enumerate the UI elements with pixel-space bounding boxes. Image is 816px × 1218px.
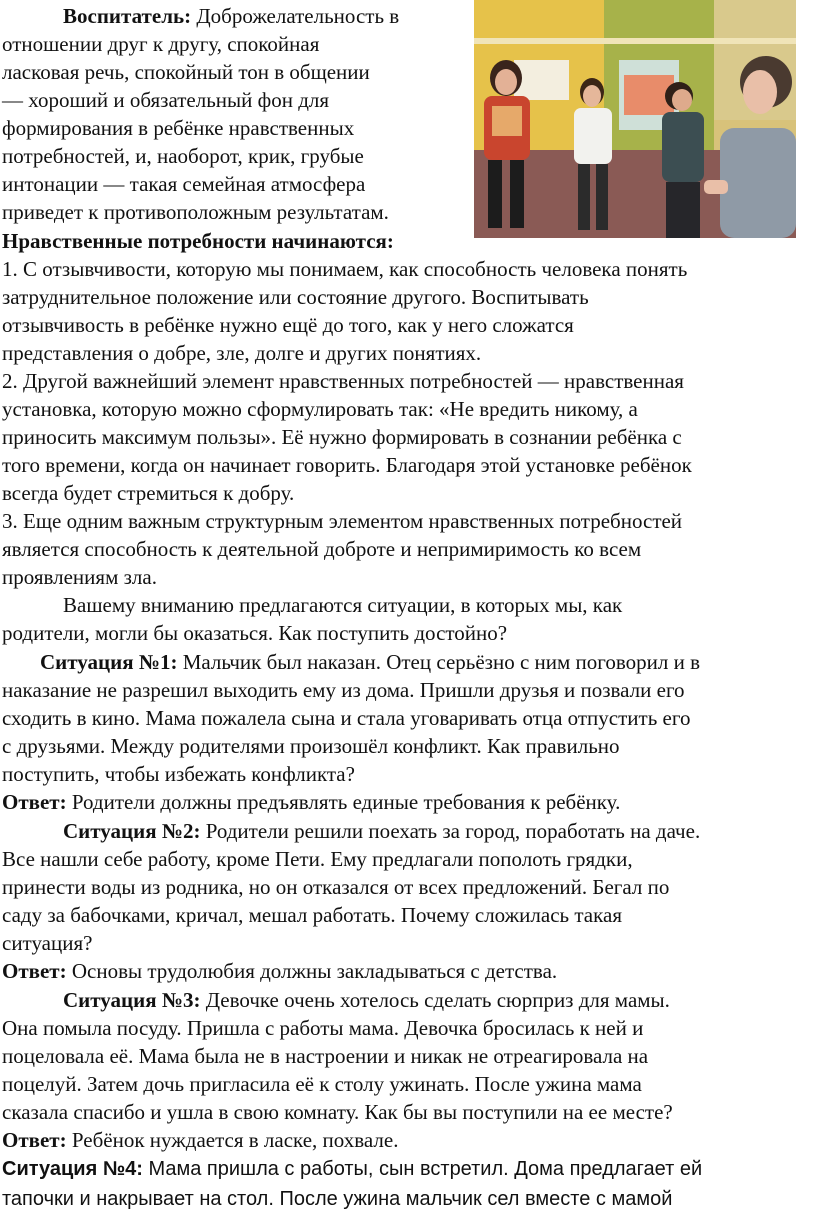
situation-4-text: Мама пришла с работы, сын встретил. Дома предлагает ей	[142, 1158, 703, 1180]
intro-line: отношении друг к другу, спокойная	[2, 32, 320, 56]
situation-3-answer	[2, 1126, 814, 1154]
situation-3-line-1	[2, 986, 814, 1014]
intro-line: потребностей, и, наоборот, крик, грубые	[2, 144, 364, 168]
intro-line-1	[2, 2, 462, 30]
needs-line: всегда будет стремиться к добру.	[2, 481, 295, 505]
situation-1-label: Ситуация №1:	[40, 650, 178, 674]
situation-3-line: поцелуй. Затем дочь пригласила её к столу ужинать. После ужина мама	[2, 1072, 642, 1096]
answer-text: Родители должны предъявлять единые требования к ребёнку.	[66, 790, 621, 814]
situation-1-answer	[2, 788, 814, 816]
intro-line: ласковая речь, спокойный тон в общении	[2, 60, 370, 84]
photo-scene	[474, 0, 796, 238]
situation-3-text: Девочке очень хотелось сделать сюрприз для мамы.	[200, 988, 670, 1012]
situation-4-line-1	[2, 1155, 814, 1183]
intro-line: интонации — такая семейная атмосфера	[2, 172, 366, 196]
needs-line: 2. Другой важнейший элемент нравственных потребностей — нравственная	[2, 369, 684, 393]
situation-4-line: тапочки и накрывает на стол. После ужина мальчик сел вместе с мамой	[2, 1188, 673, 1210]
situation-1-line: поступить, чтобы избежать конфликта?	[2, 762, 355, 786]
needs-line: является способность к деятельной доброте и непримиримость ко всем	[2, 537, 642, 561]
situation-2-answer	[2, 957, 814, 985]
situation-2-text: Родители решили поехать за город, поработать на даче.	[200, 819, 701, 843]
situation-4-label: Ситуация №4:	[2, 1158, 143, 1180]
intro-line: формирования в ребёнке нравственных	[2, 116, 355, 140]
situation-2-line: Все нашли себе работу, кроме Пети. Ему предлагали пополоть грядки,	[2, 847, 633, 871]
needs-line: приносить максимум пользы». Её нужно формировать в сознании ребёнка с	[2, 425, 682, 449]
needs-heading: Нравственные потребности начинаются:	[2, 229, 394, 253]
needs-line: затруднительное положение или состояние другого. Воспитывать	[2, 285, 589, 309]
situation-1-line: сходить в кино. Мама пожалела сына и стала уговаривать отца отпустить его	[2, 706, 691, 730]
needs-line: отзывчивость в ребёнке нужно ещё до того, как у него сложатся	[2, 313, 574, 337]
situation-1-line: с друзьями. Между родителями произошёл конфликт. Как правильно	[2, 734, 620, 758]
situation-2-line: принести воды из родника, но он отказался от всех предложений. Бегал по	[2, 875, 670, 899]
answer-label: Ответ:	[2, 1128, 67, 1152]
answer-label: Ответ:	[2, 959, 67, 983]
needs-line: того времени, когда он начинает говорить. Благодаря этой установке ребёнок	[2, 453, 692, 477]
intro-text: Доброжелательность в	[191, 4, 400, 28]
situation-3-line: поцеловала её. Мама была не в настроении и никак не отреагировала на	[2, 1044, 649, 1068]
situation-1-text: Мальчик был наказан. Отец серьёзно с ним поговорил и в	[177, 650, 701, 674]
needs-line: представления о добре, зле, долге и других понятиях.	[2, 341, 482, 365]
situation-3-label: Ситуация №3:	[63, 988, 201, 1012]
invite-line: родители, могли бы оказаться. Как поступить достойно?	[2, 621, 508, 645]
needs-line: 3. Еще одним важным структурным элементом нравственных потребностей	[2, 509, 683, 533]
needs-line: установка, которую можно сформулировать так: «Не вредить никому, а	[2, 397, 638, 421]
needs-line: проявлениям зла.	[2, 565, 157, 589]
answer-label: Ответ:	[2, 790, 67, 814]
needs-line: 1. С отзывчивости, которую мы понимаем, как способность человека понять	[2, 257, 688, 281]
intro-line: — хороший и обязательный фон для	[2, 88, 330, 112]
situation-3-line: сказала спасибо и ушла в свою комнату. Как бы вы поступили на ее месте?	[2, 1100, 673, 1124]
answer-text: Ребёнок нуждается в ласке, похвале.	[66, 1128, 399, 1152]
intro-line: приведет к противоположным результатам.	[2, 200, 389, 224]
situation-2-line-1	[2, 817, 814, 845]
situation-2-line: саду за бабочками, кричал, мешал работать. Почему сложилась такая	[2, 903, 622, 927]
situation-3-line: Она помыла посуду. Пришла с работы мама. Девочка бросилась к ней и	[2, 1016, 644, 1040]
photo-parents-meeting	[474, 0, 796, 238]
situation-2-line: ситуация?	[2, 931, 93, 955]
invite-line: Вашему вниманию предлагаются ситуации, в которых мы, как	[63, 593, 623, 617]
situation-2-label: Ситуация №2:	[63, 819, 201, 843]
answer-text: Основы трудолюбия должны закладываться с детства.	[66, 959, 558, 983]
situation-1-line-1	[2, 648, 814, 676]
situation-1-line: наказание не разрешил выходить ему из дома. Пришли друзья и позвали его	[2, 678, 685, 702]
intro-label: Воспитатель:	[63, 4, 192, 28]
